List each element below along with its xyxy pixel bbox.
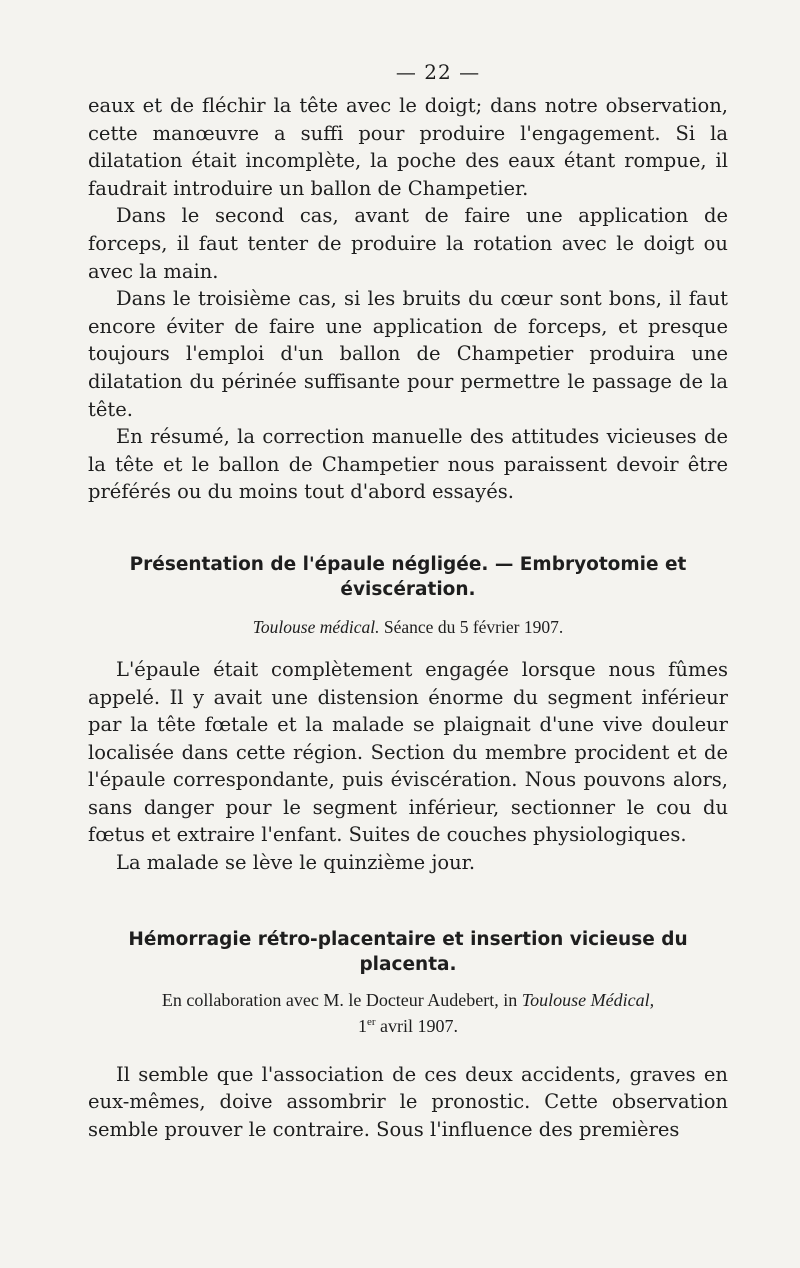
section-citation (88, 614, 728, 640)
intro-paragraph: eaux et de fléchir la tête avec le doigt; dans notre observation, cette manœuvre a suffi pour produire l'engagement. Si la dilatation était incomplète, la poche des eaux étant rompue, il faudrait introduire un ballon de Champetier. (88, 94, 728, 200)
citation-day: 1 (357, 1015, 367, 1036)
intro-text (88, 92, 728, 506)
section-shoulder-presentation (88, 552, 728, 877)
intro-paragraph: Dans le troisième cas, si les bruits du cœur sont bons, il faut encore éviter de faire une application de forceps, et presque toujours l'emploi d'un ballon de Champetier produira une dilatation du périnée suffisante pour permettre le passage de la tête. (88, 287, 728, 421)
section-title: Présentation de l'épaule négligée. — Embryotomie et éviscération. (129, 553, 687, 600)
document-page (88, 60, 728, 1143)
section-hemorrhage (88, 927, 728, 1144)
intro-paragraph: Dans le second cas, avant de faire une application de forceps, il faut tenter de produire la rotation avec le doigt ou avec la main. (88, 204, 728, 283)
citation-prefix: En collaboration avec M. le Docteur Audebert, in (161, 989, 518, 1010)
section-paragraph: La malade se lève le quinzième jour. (116, 851, 476, 875)
section-title: Hémorragie rétro-placentaire et insertion vicieuse du placenta. (128, 928, 688, 975)
section-paragraph: L'épaule était complètement engagée lorsque nous fûmes appelé. Il y avait une distension énorme du segment inférieur par la tête fœtale et la malade se plaignait d'une vive douleur localisée dans cette région. Section du membre procident et de l'épaule correspondante, puis éviscération. Nous pouvons alors, sans danger pour le segment inférieur, sectionner le cou du fœtus et extraire l'enfant. Suites de couches physiologiques. (88, 657, 728, 847)
citation-journal: Toulouse Médical, (521, 989, 655, 1010)
citation-date: avril 1907. (380, 1015, 459, 1036)
citation-date: Séance du 5 février 1907. (383, 616, 564, 637)
citation-journal: Toulouse médical. (252, 616, 380, 637)
citation-day-suffix: er (366, 1015, 376, 1028)
page-number: — 22 — (395, 60, 481, 84)
intro-paragraph: En résumé, la correction manuelle des attitudes vicieuses de la tête et le ballon de Champetier nous paraissent devoir être préférés ou du moins tout d'abord essayés. (88, 425, 728, 504)
section-paragraph: Il semble que l'association de ces deux accidents, graves en eux-mêmes, doive assombrir le pronostic. Cette observation semble prouver le contraire. Sous l'influence des premières (88, 1062, 728, 1141)
section-citation (88, 987, 728, 1039)
